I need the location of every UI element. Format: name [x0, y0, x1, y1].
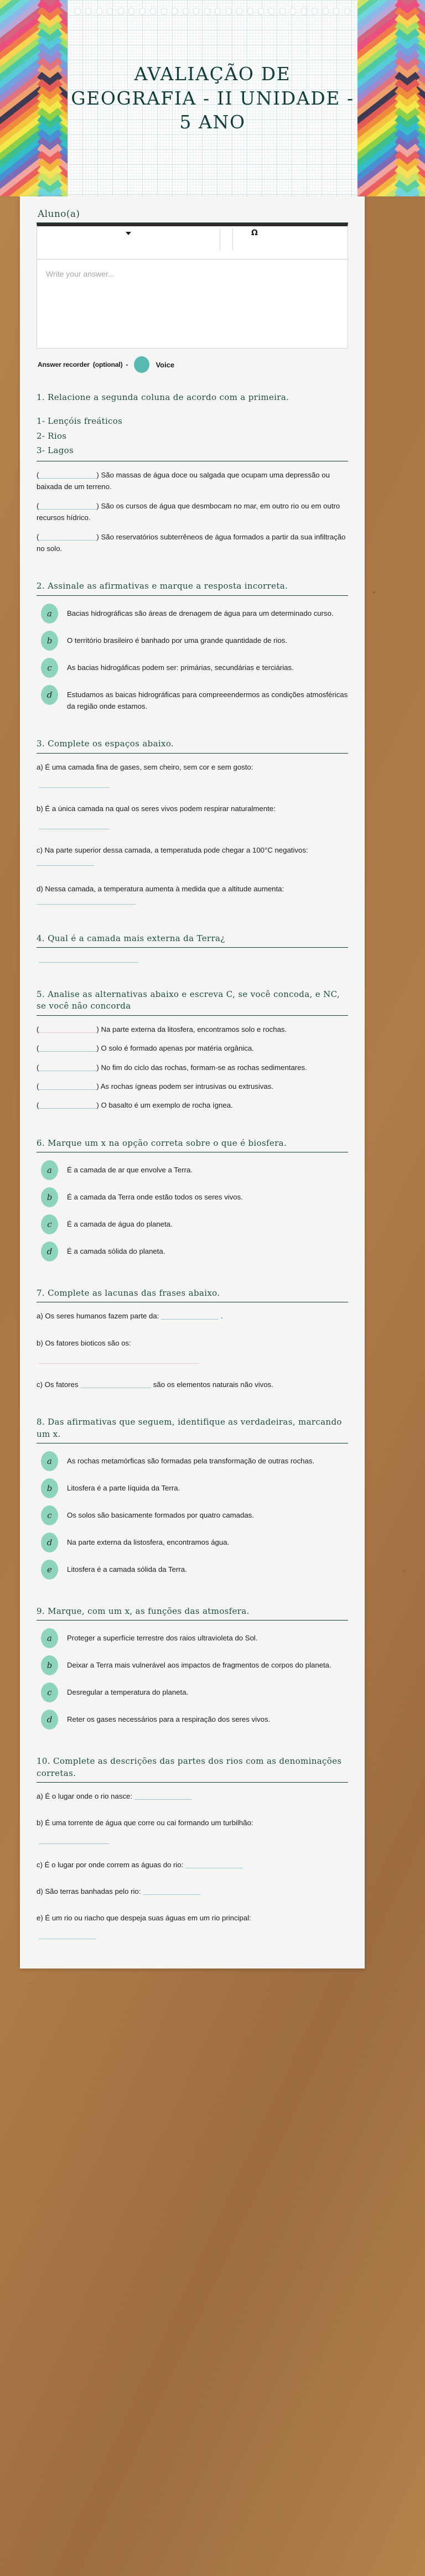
- option-row[interactable]: [37, 685, 348, 713]
- question-title: 2. Assinale as afirmativas e marque a resposta incorreta.: [37, 581, 288, 591]
- question-title: 3. Complete os espaços abaixo.: [37, 739, 174, 749]
- match-item: ( ) O solo é formado apenas por matéria orgânica.: [37, 1044, 254, 1053]
- match-item-text: ) São os cursos de água que desmbocam no mar, em outro rio ou em outro recursos hídrico.: [37, 501, 340, 522]
- question-block-q6: [37, 1119, 348, 1261]
- answer-blank[interactable]: [39, 1026, 96, 1033]
- option-letter[interactable]: d: [41, 1242, 58, 1261]
- record-button[interactable]: [134, 356, 149, 373]
- fill-item: [37, 1790, 348, 1802]
- fill-item: [37, 803, 348, 829]
- option-text: As bacias hidrogáficas podem ser: primárias, secundárias e terciárias.: [67, 663, 294, 672]
- answer-blank[interactable]: [39, 1064, 96, 1071]
- fill-item-text: b) É uma torrente de água que corre ou cai formando um turbilhão:: [37, 1819, 253, 1827]
- option-row[interactable]: [37, 1682, 348, 1702]
- chevron-down-icon[interactable]: [126, 232, 131, 235]
- column-item: 2- Rios: [37, 430, 67, 441]
- option-row[interactable]: [37, 1655, 348, 1675]
- question-block-q10: [37, 1737, 348, 1939]
- question-block-q1: [37, 373, 348, 554]
- question-title: 7. Complete as lacunas das frases abaixo.: [37, 1287, 220, 1298]
- question-title: 9. Marque, com um x, as funções das atmosfera.: [37, 1606, 250, 1616]
- option-row[interactable]: [37, 1710, 348, 1730]
- option-list: [37, 1628, 348, 1730]
- answer-blank[interactable]: [143, 1888, 200, 1895]
- fill-item-text: e) É um rio ou riacho que despeja suas águas em um rio principal:: [37, 1914, 251, 1923]
- fill-item: [37, 1817, 348, 1843]
- option-text: Bacias hidrográficas são áreas de drenagem de água para um determinado curso.: [67, 609, 334, 617]
- option-row[interactable]: [37, 1560, 348, 1580]
- match-item-text: ) O solo é formado apenas por matéria orgânica.: [96, 1044, 254, 1053]
- option-row[interactable]: [37, 1533, 348, 1552]
- question-title: 5. Analise as alternativas abaixo e escreva C, se você concoda, e NC, se você não concorda: [37, 989, 340, 1011]
- option-letter[interactable]: a: [41, 1451, 58, 1471]
- question-rule: [37, 947, 348, 948]
- option-letter[interactable]: a: [41, 604, 58, 624]
- question-block-q4: [37, 914, 348, 963]
- answer-blank[interactable]: [39, 1357, 199, 1364]
- answer-blank[interactable]: [39, 955, 138, 963]
- student-name-label: Aluno(a): [38, 209, 80, 220]
- question-block-q9: [37, 1587, 348, 1730]
- page-title: AVALIAÇÃO DE GEOGRAFIA - II UNIDADE - 5 ANO: [71, 63, 354, 133]
- match-item: ( ) São reservatórios subterrêneos de água formados a partir da sua infiltração no solo.: [37, 532, 346, 553]
- option-list: [37, 1451, 348, 1580]
- option-text: Litosfera é a camada sólida da Terra.: [67, 1565, 187, 1573]
- match-item-text: ) São reservatórios subterrêneos de água formados a partir da sua infiltração no solo.: [37, 532, 346, 553]
- option-letter[interactable]: b: [41, 631, 58, 651]
- answer-blank[interactable]: [39, 822, 110, 829]
- answer-blank[interactable]: [39, 1932, 96, 1939]
- special-character-button[interactable]: Ω: [251, 228, 258, 237]
- fill-item-text-2: são os elementos naturais não vivos.: [153, 1380, 273, 1389]
- answer-recorder-label: Answer recorder: [38, 361, 90, 368]
- answer-recorder-dash: -: [126, 361, 128, 368]
- chevron-pattern-right: [357, 0, 425, 196]
- option-row[interactable]: [37, 604, 348, 624]
- option-text: As rochas metamórficas são formadas pela transformação de outras rochas.: [67, 1456, 315, 1465]
- option-text: Os solos são basicamente formados por quatro camadas.: [67, 1510, 254, 1519]
- option-text: Deixar a Terra mais vulnerável aos impactos de fragmentos de corpos do planeta.: [67, 1661, 331, 1670]
- answer-recorder-row[interactable]: [37, 356, 348, 373]
- worksheet-sheet: [20, 196, 365, 1969]
- option-letter[interactable]: e: [41, 1560, 58, 1580]
- fill-item: [37, 1379, 348, 1390]
- option-letter[interactable]: d: [41, 685, 58, 705]
- fill-item: [37, 1337, 348, 1364]
- page-banner: [0, 0, 425, 196]
- answer-blank[interactable]: [39, 502, 96, 510]
- option-text: Litosfera é a parte líquida da Terra.: [67, 1483, 180, 1492]
- question-rule: [37, 1015, 348, 1016]
- fill-item: [37, 844, 348, 868]
- match-item-text: ) Na parte externa da litosfera, encontramos solo e rochas.: [96, 1025, 287, 1033]
- answer-recorder-optional: (optional): [92, 361, 123, 368]
- fill-item-text: d) São terras banhadas pelo rio:: [37, 1887, 141, 1895]
- match-item-text: ) São massas de água doce ou salgada que ocupam uma depressão ou baixada de um terreno.: [37, 471, 330, 491]
- option-row[interactable]: [37, 658, 348, 678]
- answer-blank[interactable]: [39, 1837, 110, 1844]
- fill-item-text: b) É a única camada na qual os seres vivos podem respirar naturalmente:: [37, 804, 276, 813]
- option-row[interactable]: [37, 1242, 348, 1261]
- fill-item-text: a) Os seres humanos fazem parte da:: [37, 1312, 159, 1321]
- fill-item: [37, 1886, 348, 1897]
- fill-item-text: c) Na parte superior dessa camada, a temperatuda pode chegar a 100°C negativos:: [37, 846, 308, 855]
- option-text: É a camada da Terra onde estão todos os seres vivos.: [67, 1192, 243, 1201]
- font-select[interactable]: [37, 226, 220, 259]
- option-text: Estudamos as baicas hidrográficas para compreeendermos as condições atmosféricas da região onde estamos.: [67, 690, 348, 710]
- option-letter[interactable]: c: [41, 1214, 58, 1234]
- option-letter[interactable]: c: [41, 658, 58, 678]
- answer-blank[interactable]: [185, 1861, 243, 1868]
- answer-blank[interactable]: [80, 1381, 151, 1388]
- option-row[interactable]: [37, 631, 348, 651]
- fill-item: [37, 955, 348, 963]
- answer-blank[interactable]: [39, 1083, 96, 1090]
- answer-blank[interactable]: [134, 1793, 192, 1800]
- option-row[interactable]: [37, 1628, 348, 1648]
- question-block-q2: [37, 562, 348, 712]
- match-item: ( ) No fim do ciclo das rochas, formam-se as rochas sedimentares.: [37, 1063, 307, 1072]
- option-row[interactable]: [37, 1451, 348, 1471]
- column-item: 1- Lençóis freáticos: [37, 416, 123, 427]
- match-item-text: ) O basalto é um exemplo de rocha ígnea.: [96, 1101, 233, 1110]
- answer-blank[interactable]: [39, 1045, 96, 1052]
- voice-label: Voice: [156, 360, 175, 369]
- option-row[interactable]: [37, 1478, 348, 1498]
- question-block-q5: [37, 970, 348, 1111]
- answer-blank[interactable]: [39, 1102, 96, 1109]
- option-letter[interactable]: a: [41, 1160, 58, 1180]
- option-text: Na parte externa da listosfera, encontramos água.: [67, 1538, 230, 1546]
- question-title: 1. Relacione a segunda coluna de acordo com a primeira.: [37, 392, 289, 402]
- match-item: ( ) As rochas ígneas podem ser intrusivas ou extrusivas.: [37, 1082, 273, 1090]
- option-text: Reter os gases necessários para a respiração dos seres vivos.: [67, 1715, 271, 1724]
- question-rule: [37, 1620, 348, 1621]
- fill-item: a) Os seres humanos fazem parte da: .: [37, 1312, 223, 1321]
- answer-textarea[interactable]: Write your answer...: [46, 269, 115, 278]
- option-letter[interactable]: a: [41, 1628, 58, 1648]
- option-list: [37, 1160, 348, 1261]
- option-text: Proteger a superfície terrestre dos raios ultravioleta do Sol.: [67, 1634, 258, 1643]
- fill-item: [37, 761, 348, 788]
- answer-blank[interactable]: [37, 859, 94, 866]
- answer-editor[interactable]: [37, 223, 348, 349]
- fill-item-text: c) É o lugar por onde correm as águas do rio:: [37, 1860, 184, 1869]
- option-letter[interactable]: b: [41, 1187, 58, 1207]
- option-row[interactable]: [37, 1160, 348, 1180]
- match-item: ( ) Na parte externa da litosfera, encontramos solo e rochas.: [37, 1025, 287, 1033]
- option-letter[interactable]: d: [41, 1533, 58, 1552]
- match-item: ( ) O basalto é um exemplo de rocha ígnea.: [37, 1101, 233, 1110]
- option-row[interactable]: [37, 1187, 348, 1207]
- option-letter[interactable]: c: [41, 1682, 58, 1702]
- fill-item-text: b) Os fatores bioticos são os:: [37, 1338, 131, 1347]
- fill-item-text: d) Nessa camada, a temperatura aumenta à medida que a altitude aumenta:: [37, 885, 284, 894]
- option-letter[interactable]: c: [41, 1505, 58, 1525]
- editor-toolbar[interactable]: [37, 226, 348, 259]
- question-title: 10. Complete as descrições das partes dos rios com as denominações corretas.: [37, 1756, 342, 1778]
- option-letter[interactable]: b: [41, 1478, 58, 1498]
- option-text: É a camada sólida do planeta.: [67, 1247, 165, 1255]
- option-text: O território brasileiro é banhado por uma grande quantidade de rios.: [67, 636, 288, 645]
- question-block-q8: [37, 1398, 348, 1580]
- fill-item: [37, 883, 348, 907]
- answer-blank[interactable]: [37, 897, 136, 905]
- question-title: 4. Qual é a camada mais externa da Terra¿: [37, 933, 225, 943]
- question-title: 8. Das afirmativas que seguem, identifique as verdadeiras, marcando um x.: [37, 1417, 342, 1439]
- question-title: 6. Marque um x na opção correta sobre o que é biosfera.: [37, 1138, 287, 1148]
- fill-item-text: c) Os fatores: [37, 1380, 79, 1389]
- question-rule: [37, 1782, 348, 1783]
- match-item-text: ) No fim do ciclo das rochas, formam-se as rochas sedimentares.: [96, 1063, 307, 1072]
- option-text: É a camada de ar que envolve a Terra.: [67, 1165, 193, 1174]
- chevron-pattern-left: [0, 0, 68, 196]
- fill-item-text: a) É uma camada fina de gases, sem cheiro, sem cor e sem gosto:: [37, 762, 253, 771]
- option-list: [37, 604, 348, 713]
- answer-blank[interactable]: [39, 471, 96, 479]
- question-block-q3: [37, 719, 348, 907]
- fill-item-text: a) É o lugar onde o rio nasce:: [37, 1791, 133, 1800]
- answer-blank[interactable]: [39, 781, 110, 788]
- question-block-q7: [37, 1269, 348, 1390]
- column-item: 3- Lagos: [37, 445, 74, 455]
- option-letter[interactable]: d: [41, 1710, 58, 1730]
- match-item: ( ) São massas de água doce ou salgada que ocupam uma depressão ou baixada de um terreno.: [37, 471, 330, 491]
- answer-blank[interactable]: [39, 533, 96, 541]
- option-row[interactable]: [37, 1214, 348, 1234]
- question-rule: [37, 595, 348, 596]
- option-row[interactable]: [37, 1505, 348, 1525]
- fill-item: [37, 1912, 348, 1939]
- option-letter[interactable]: b: [41, 1655, 58, 1675]
- match-item: ( ) São os cursos de água que desmbocam no mar, em outro rio ou em outro recursos hídrico.: [37, 501, 340, 522]
- question-rule: [37, 753, 348, 754]
- fill-item: [37, 1859, 348, 1871]
- answer-blank[interactable]: [161, 1312, 219, 1320]
- option-text: Desregular a temperatura do planeta.: [67, 1688, 189, 1697]
- match-item-text: ) As rochas ígneas podem ser intrusivas ou extrusivas.: [96, 1082, 273, 1090]
- option-text: É a camada de água do planeta.: [67, 1219, 173, 1228]
